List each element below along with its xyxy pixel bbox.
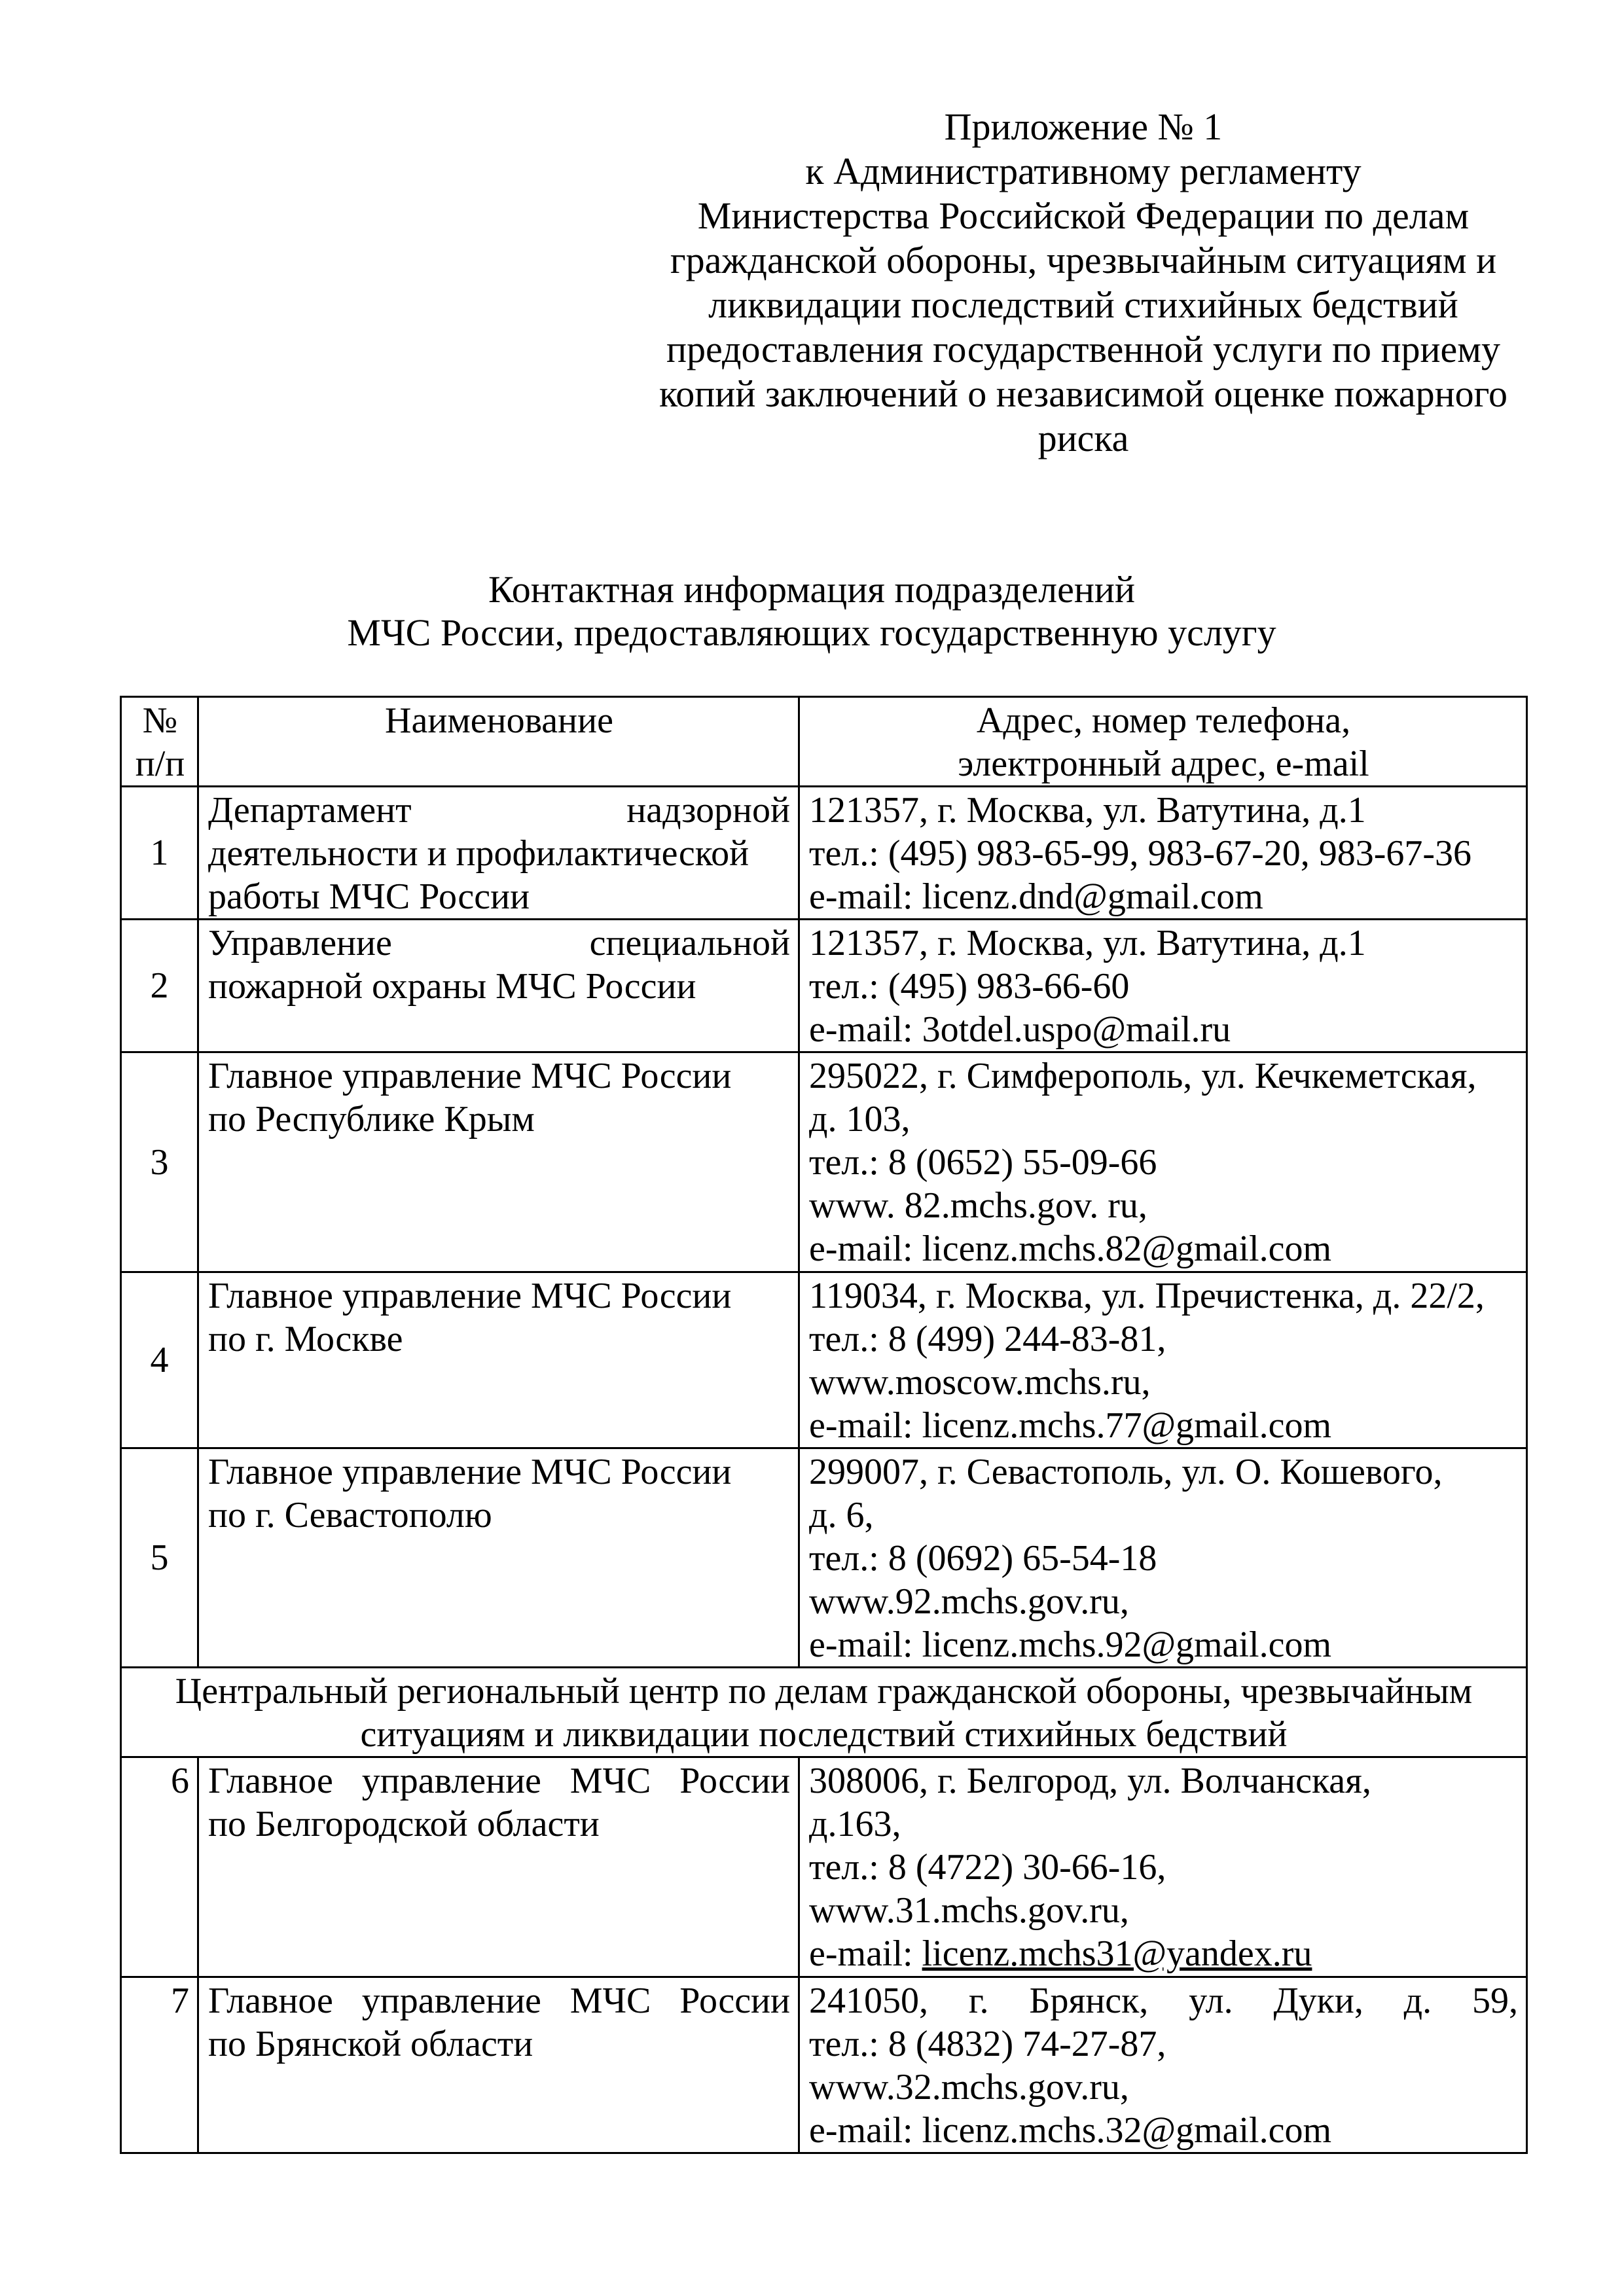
region-row bbox=[121, 1668, 1527, 1757]
row-address-line: www.31.mchs.gov.ru, bbox=[809, 1890, 1129, 1931]
row-name bbox=[198, 1757, 799, 1977]
appendix-line: Приложение № 1 bbox=[944, 105, 1223, 148]
row-name-line: по г. Севастополю bbox=[208, 1495, 492, 1535]
region-line-2: ситуациям и ликвидации последствий стихийных бедствий bbox=[360, 1714, 1288, 1755]
row-address-line: д.163, bbox=[809, 1804, 901, 1844]
row-address-line: 299007, г. Севастополь, ул. О. Кошевого, bbox=[809, 1452, 1443, 1492]
row-address-line: тел.: 8 (4722) 30-66-16, bbox=[809, 1847, 1166, 1888]
header-num-line-2: п/п bbox=[135, 744, 185, 784]
row-address-line: e-mail: 3otdel.uspo@mail.ru bbox=[809, 1009, 1231, 1050]
row-address bbox=[799, 1757, 1527, 1977]
header-name bbox=[198, 697, 799, 787]
row-name-line: Главное управление МЧС России bbox=[208, 1452, 732, 1492]
row-number: 2 bbox=[121, 920, 198, 1052]
row-number: 1 bbox=[121, 787, 198, 920]
appendix-line: предоставления государственной услуги по приему bbox=[666, 328, 1501, 370]
table-row bbox=[121, 1977, 1527, 2153]
row-address-line: 308006, г. Белгород, ул. Волчанская, bbox=[809, 1761, 1371, 1801]
row-address-line: e-mail: licenz.mchs.92@gmail.com bbox=[809, 1624, 1331, 1665]
row-address bbox=[799, 920, 1527, 1052]
row-address-line: тел.: (495) 983-66-60 bbox=[809, 966, 1130, 1007]
row-address-line: e-mail: licenz.mchs.77@gmail.com bbox=[809, 1405, 1331, 1446]
row-name-line: по Республике Крым bbox=[208, 1099, 535, 1139]
row-name bbox=[198, 1272, 799, 1448]
row-address-line: 295022, г. Симферополь, ул. Кечкеметская, bbox=[809, 1056, 1477, 1096]
row-address bbox=[799, 787, 1527, 920]
email-label: e-mail: bbox=[809, 1933, 922, 1974]
title-line-1: Контактная информация подразделений bbox=[488, 568, 1135, 611]
table-row bbox=[121, 1448, 1527, 1668]
region-heading bbox=[121, 1668, 1527, 1757]
header-address bbox=[799, 697, 1527, 787]
row-name bbox=[198, 1052, 799, 1272]
row-name-line: Главное управление МЧС России bbox=[208, 1761, 790, 1801]
row-name bbox=[198, 920, 799, 1052]
table-row bbox=[121, 1052, 1527, 1272]
table-row bbox=[121, 920, 1527, 1052]
row-name-line: Главное управление МЧС России bbox=[208, 1276, 732, 1316]
row-name-line: пожарной охраны МЧС России bbox=[208, 966, 696, 1007]
row-address-line: д. 6, bbox=[809, 1495, 874, 1535]
header-address-line-1: Адрес, номер телефона, bbox=[976, 700, 1351, 741]
header-address-line-2: электронный адрес, e-mail bbox=[958, 744, 1369, 784]
table-row bbox=[121, 787, 1527, 920]
row-address-line: 119034, г. Москва, ул. Пречистенка, д. 22/2, bbox=[809, 1276, 1485, 1316]
appendix-line: к Административному регламенту bbox=[805, 150, 1362, 192]
row-name-line: по г. Москве bbox=[208, 1319, 403, 1359]
region-line-1: Центральный региональный центр по делам гражданской обороны, чрезвычайным bbox=[175, 1671, 1473, 1712]
row-number: 5 bbox=[121, 1448, 198, 1668]
row-address-line: 121357, г. Москва, ул. Ватутина, д.1 bbox=[809, 790, 1366, 831]
title-line-2: МЧС России, предоставляющих государственную услугу bbox=[347, 611, 1276, 654]
row-address bbox=[799, 1272, 1527, 1448]
row-name-line: работы МЧС России bbox=[208, 876, 530, 917]
appendix-line: Министерства Российской Федерации по делам bbox=[697, 194, 1470, 237]
header-name-text: Наименование bbox=[385, 700, 613, 741]
row-address-line: тел.: 8 (4832) 74-27-87, bbox=[809, 2024, 1166, 2064]
row-name-line: деятельности и профилактической bbox=[208, 833, 749, 874]
row-address-line: тел.: (495) 983-65-99, 983-67-20, 983-67-36 bbox=[809, 833, 1472, 874]
contacts-table bbox=[120, 696, 1528, 2154]
row-address bbox=[799, 1977, 1527, 2153]
appendix-header bbox=[612, 105, 1555, 461]
row-number: 3 bbox=[121, 1052, 198, 1272]
row-address-line: e-mail: licenz.mchs.32@gmail.com bbox=[809, 2110, 1331, 2151]
row-address-line: www.92.mchs.gov.ru, bbox=[809, 1581, 1129, 1622]
header-num-line-1: № bbox=[142, 700, 178, 741]
row-address-line: 241050, г. Брянск, ул. Дуки, д. 59, bbox=[809, 1981, 1518, 2021]
row-address-line: тел.: 8 (0692) 65-54-18 bbox=[809, 1538, 1157, 1579]
row-name bbox=[198, 787, 799, 920]
row-address-line: e-mail: licenz.dnd@gmail.com bbox=[809, 876, 1263, 917]
row-name-line: Главное управление МЧС России bbox=[208, 1056, 732, 1096]
row-address-line: www.moscow.mchs.ru, bbox=[809, 1362, 1151, 1403]
document-title bbox=[196, 568, 1427, 655]
table-header-row bbox=[121, 697, 1527, 787]
row-address-line bbox=[809, 1932, 1518, 1975]
appendix-line: риска bbox=[1038, 417, 1129, 459]
row-number: 4 bbox=[121, 1272, 198, 1448]
row-address bbox=[799, 1448, 1527, 1668]
row-address-line: тел.: 8 (0652) 55-09-66 bbox=[809, 1142, 1157, 1183]
row-name bbox=[198, 1448, 799, 1668]
appendix-line: ликвидации последствий стихийных бедствий bbox=[708, 283, 1458, 326]
table-row bbox=[121, 1272, 1527, 1448]
row-address-line: e-mail: licenz.mchs.82@gmail.com bbox=[809, 1229, 1331, 1269]
row-name-line: по Брянской области bbox=[208, 2024, 533, 2064]
row-number: 7 bbox=[121, 1977, 198, 2153]
appendix-line: копий заключений о независимой оценке пожарного bbox=[659, 372, 1507, 415]
appendix-line: гражданской обороны, чрезвычайным ситуациям и bbox=[670, 239, 1497, 281]
row-address-line: тел.: 8 (499) 244-83-81, bbox=[809, 1319, 1166, 1359]
row-name bbox=[198, 1977, 799, 2153]
row-address-line: www. 82.mchs.gov. ru, bbox=[809, 1185, 1147, 1226]
row-address-line: 121357, г. Москва, ул. Ватутина, д.1 bbox=[809, 923, 1366, 963]
row-address-line: д. 103, bbox=[809, 1099, 911, 1139]
row-number: 6 bbox=[121, 1757, 198, 1977]
row-name-line: Департамент надзорной bbox=[208, 790, 790, 831]
header-num bbox=[121, 697, 198, 787]
row-name-line: Управление специальной bbox=[208, 923, 790, 963]
table-row bbox=[121, 1757, 1527, 1977]
row-name-line: по Белгородской области bbox=[208, 1804, 600, 1844]
row-address-line: www.32.mchs.gov.ru, bbox=[809, 2067, 1129, 2108]
row-address bbox=[799, 1052, 1527, 1272]
row-name-line: Главное управление МЧС России bbox=[208, 1981, 790, 2021]
email-link[interactable]: licenz.mchs31@yandex.ru bbox=[922, 1933, 1312, 1974]
